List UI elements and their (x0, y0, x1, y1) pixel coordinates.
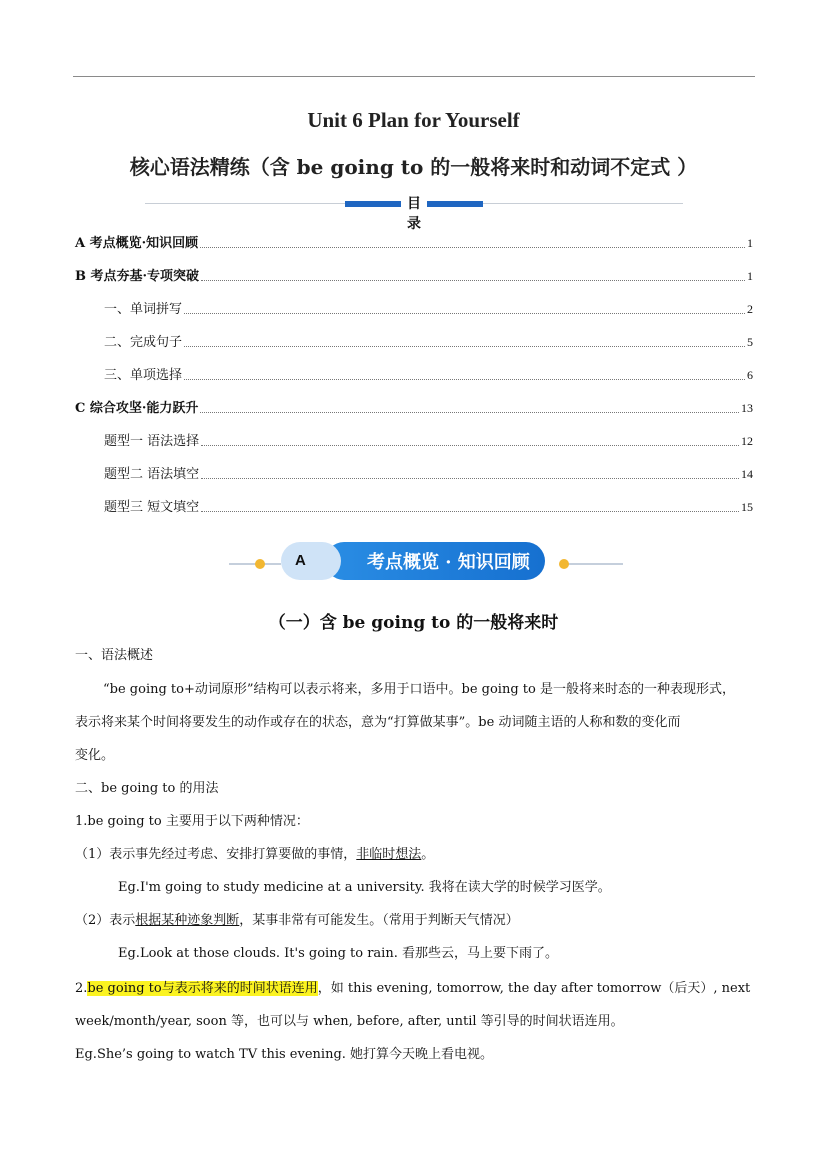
toc-item[interactable]: 题型二 语法填空 14 (104, 467, 753, 482)
usage-2: 2.be going to与表示将来的时间状语连用，如 this evening, tomorrow, the day after tomorrow（后天）, next (75, 981, 751, 996)
toc-heading-bar-left (345, 201, 401, 207)
section-title: （一）含 be going to 的一般将来时 (268, 613, 559, 633)
example-3: Eg.She’s going to watch TV this evening. 她打算今天晚上看电视。 (75, 1047, 494, 1062)
page-title: Unit 6 Plan for Yourself (307, 108, 520, 132)
banner-letter-badge: A (281, 542, 341, 580)
table-of-contents (75, 226, 753, 523)
usage-1-case-1: （1）表示事先经过考虑、安排打算要做的事情，非临时想法。 (75, 847, 435, 862)
highlight: 与表示将来的时间状语连用 (161, 981, 318, 996)
banner-dot-left (255, 559, 265, 569)
example-2: Eg.Look at those clouds. It's going to rain. 看那些云，马上要下雨了。 (118, 946, 558, 961)
toc-heading-line-left (145, 203, 345, 204)
toc-item[interactable]: 二、完成句子 5 (104, 335, 753, 350)
example-1: Eg.I'm going to study medicine at a university. 我将在读大学的时候学习医学。 (118, 880, 611, 895)
toc-heading (145, 193, 683, 232)
banner-label-pill: 考点概览 · 知识回顾 (325, 542, 545, 580)
header-rule (73, 76, 755, 77)
highlight: be going to (87, 981, 162, 996)
banner-line-right (563, 563, 623, 565)
heading-usage: 二、be going to 的用法 (75, 781, 219, 796)
section-banner (229, 541, 629, 581)
overview-line-1: “be going to+动词原形”结构可以表示将来，多用于口语中。be going to 是一般将来时态的一种表现形式， (103, 682, 735, 697)
toc-heading-label: 目录 (407, 196, 421, 232)
toc-heading-line-right (483, 203, 683, 204)
toc-item[interactable]: 题型一 语法选择 12 (104, 434, 753, 449)
overview-line-3: 变化。 (75, 748, 115, 763)
toc-item[interactable]: A 考点概览·知识回顾 1 (75, 236, 753, 251)
toc-item[interactable]: B 考点夯基·专项突破 1 (75, 269, 753, 284)
page-subtitle: 核心语法精练（含 be going to 的一般将来时和动词不定式 ） (129, 155, 698, 179)
overview-line-2: 表示将来某个时间将要发生的动作或存在的状态，意为“打算做某事”。be 动词随主语的人称和数的变化而 (75, 715, 681, 730)
toc-item[interactable]: C 综合攻坚·能力跃升 13 (75, 401, 753, 416)
heading-grammar-overview: 一、语法概述 (75, 648, 154, 663)
toc-item[interactable]: 三、单项选择 6 (104, 368, 753, 383)
usage-1-case-2: （2）表示根据某种迹象判断，某事非常有可能发生。（常用于判断天气情况） (75, 913, 519, 928)
toc-item[interactable]: 一、单词拼写 2 (104, 302, 753, 317)
banner-dot-right (559, 559, 569, 569)
toc-item[interactable]: 题型三 短文填空 15 (104, 500, 753, 515)
toc-heading-bar-right (427, 201, 483, 207)
usage-2-line-2: week/month/year, soon 等，也可以与 when, before, after, until 等引导的时间状语连用。 (75, 1014, 624, 1029)
usage-1: 1.be going to 主要用于以下两种情况： (75, 814, 309, 829)
